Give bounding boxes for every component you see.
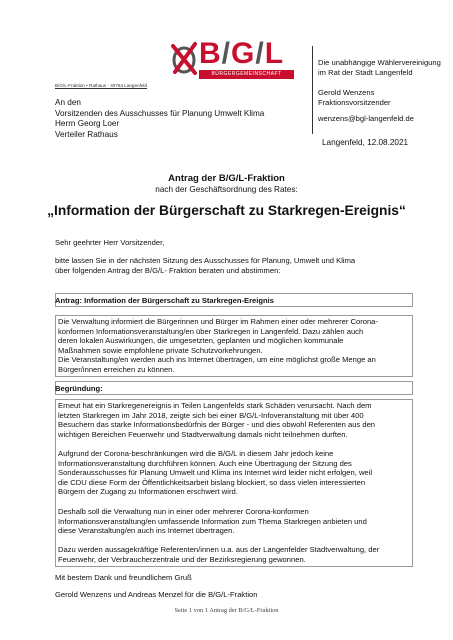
document-title: Antrag der B/G/L-Fraktion [168,173,285,184]
sender-return-line: B/G/L-Fraktion • Rathaus · 40764 Langenfeld [55,83,148,88]
begruendung-paragraph-3: Deshalb soll die Verwaltung nun in einer oder mehrerer Corona-konformen Informationsveranstaltung/en umfassende Information zum Thema Starkregen anbieten und diese Veranstaltung/en auch ins Internet übertragen. [58,507,367,536]
recipient-address: An den Vorsitzenden des Ausschusses für Planung Umwelt Klima Herrn Georg Loer Verteiler Rathaus [55,98,265,139]
logo-tagline: BÜRGERGEMEINSCHAFT LANGENFELD [199,70,294,79]
motion-headline: „Information der Bürgerschaft zu Starkregen-Ereignis“ [47,203,406,218]
letter-date: Langenfeld, 12.08.2021 [322,138,409,147]
logo-ballot-cross-icon [171,41,197,75]
sender-name: Gerold Wenzens [318,88,375,97]
header-divider [312,46,313,134]
intro-paragraph: bitte lassen Sie in der nächsten Sitzung des Ausschusses für Planung, Umwelt und Klima über folgenden Antrag der B/G/L- Fraktion beraten und abstimmen: [55,256,356,275]
salutation: Sehr geehrter Herr Vorsitzender, [55,238,165,247]
org-line-1: Die unabhängige Wählervereinigung [318,58,441,67]
begruendung-paragraph-2: Aufgrund der Corona-beschränkungen wird die B/G/L in diesem Jahr jedoch keine Informationsveranstaltung durchführen können. Auch eine Übertragung der Sitzung des Sonderausschusses für Planung Umwelt und Klima ins Internet wird leider nicht erfolgen, weil die CDU diese Form der Öffentlichkeitsarbeit bislang blockiert, so dass vielen interessierten Bürgern der Zugang zu Informationen erschwert wird. [58,449,373,497]
antrag-title: Antrag: Information der Bürgerschaft zu Starkregen-Ereignis [55,296,274,305]
sender-email: wenzens@bgl-langenfeld.de [318,114,414,123]
begruendung-paragraph-1: Erneut hat ein Starkregenereignis in Teilen Langenfelds stark Schäden verursacht. Nach dem letzten Starkregen im Jahr 2018, zeigte sich bei einer B/G/L-Infoveranstaltung mit über 400 Besuchern das starke Informationsbedürfnis der Bürger - und dies obwohl Referenten aus den wichtigen Bereichen Feuerwehr und Stadtverwaltung damals nicht teilnehmen durften. [58,401,376,439]
begruendung-title-box [55,381,413,395]
logo-wordmark: B/G/L [199,37,285,70]
document-subtitle: nach der Geschäftsordnung des Rates: [155,185,298,194]
sender-role: Fraktionsvorsitzender [318,98,391,107]
page-footer: Seite 1 von 1 Antrag der B/G/L-Fraktion [174,607,279,614]
closing-line: Mit bestem Dank und freundlichem Gruß [55,573,192,582]
begruendung-title: Begründung: [55,384,103,393]
signature-line: Gerold Wenzens und Andreas Menzel für die B/G/L-Fraktion [55,590,258,599]
antrag-body: Die Verwaltung informiert die Bürgerinnen und Bürger im Rahmen einer oder mehrerer Corona- konformen Informationsveranstaltung/en über Starkregen in Langenfeld. Dazu zählen auch deren lokalen Auswirkungen, die umgesetzten, geplanten und möglichen kommunale Maßnahmen sowie empfohlene private Schutzvorkehrungen. Die Veranstaltung/en werden auch ins Internet übertragen, um eine möglichst große Menge an Bürger/innen erreichen zu können. [58,317,378,374]
begruendung-paragraph-4: Dazu werden aussagekräftige Referenten/innen u.a. aus der Langenfelder Stadtverwaltung, der Feuerwehr, der Verbraucherzentrale und der Bezirksregierung gewonnen. [58,545,380,564]
org-line-2: im Rat der Stadt Langenfeld [318,68,413,77]
